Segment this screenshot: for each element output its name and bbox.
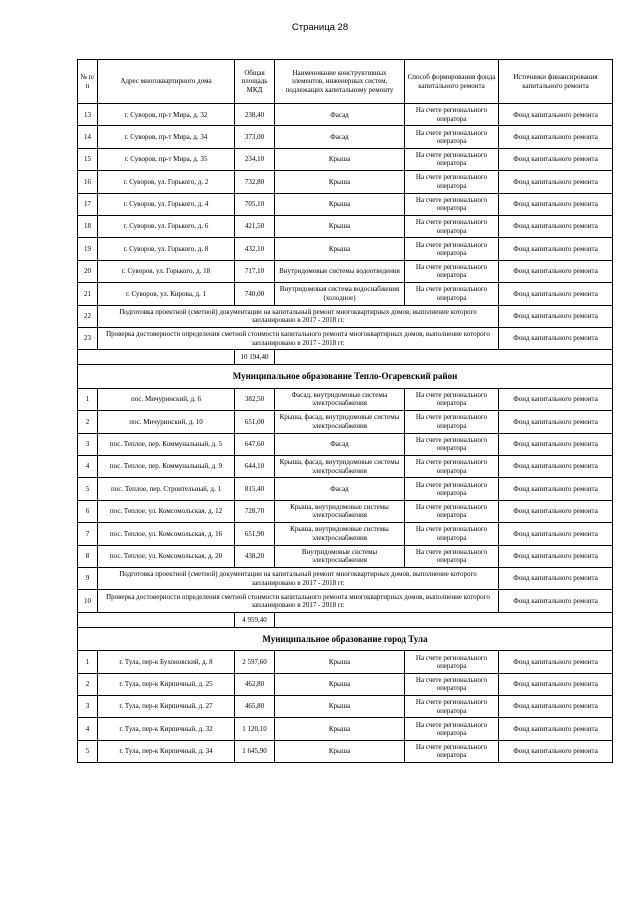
row-source: Фонд капитального ремонта [499, 590, 613, 612]
row-area: 651,90 [235, 523, 275, 545]
table-row [78, 500, 613, 522]
row-num: 9 [78, 567, 98, 589]
row-address: пос. Теплое, ул. Комсомольская, д. 16 [98, 523, 235, 545]
section-title: Муниципальное образование город Тула [78, 627, 613, 651]
table-row [78, 148, 613, 170]
row-address: г. Суворов, ул. Кирова, д. 1 [98, 283, 235, 305]
row-source: Фонд капитального ремонта [499, 171, 613, 193]
row-source: Фонд капитального ремонта [499, 433, 613, 455]
table-row-total [78, 350, 613, 365]
table-row [78, 104, 613, 126]
row-source: Фонд капитального ремонта [499, 148, 613, 170]
row-area: 432,10 [235, 238, 275, 260]
row-area: 705,10 [235, 193, 275, 215]
row-elements: Крыша [275, 148, 405, 170]
row-address: г. Суворов, ул. Горького, д. 18 [98, 260, 235, 282]
row-method: На счете регионального оператора [405, 523, 499, 545]
row-address: г. Тула, пер-к Кирпичный, д. 27 [98, 695, 235, 717]
row-num: 14 [78, 126, 98, 148]
header-num: № п/п [78, 60, 98, 104]
row-method: На счете регионального оператора [405, 260, 499, 282]
row-source: Фонд капитального ремонта [499, 673, 613, 695]
table-row [78, 215, 613, 237]
row-source: Фонд капитального ремонта [499, 500, 613, 522]
row-num: 3 [78, 433, 98, 455]
row-area: 438,20 [235, 545, 275, 567]
row-source: Фонд капитального ремонта [499, 260, 613, 282]
table-row [78, 523, 613, 545]
table-row-work [78, 567, 613, 589]
row-num: 2 [78, 411, 98, 433]
table-row [78, 126, 613, 148]
row-address: пос. Теплое, пер. Коммунальный, д. 9 [98, 455, 235, 477]
table-row [78, 238, 613, 260]
row-elements: Крыша, фасад, внутридомовые системы электроснабжения [275, 411, 405, 433]
row-num: 2 [78, 673, 98, 695]
table-row [78, 695, 613, 717]
header-elements: Наименование конструктивных элементов, инженерных систем, подлежащих капитальному ремонту [275, 60, 405, 104]
row-num: 21 [78, 283, 98, 305]
row-elements: Крыша [275, 193, 405, 215]
table-row [78, 171, 613, 193]
table-row [78, 545, 613, 567]
row-num: 20 [78, 260, 98, 282]
row-method: На счете регионального оператора [405, 651, 499, 673]
row-elements: Фасад [275, 126, 405, 148]
total-area: 10 194,40 [235, 350, 275, 365]
table-header [78, 60, 613, 104]
row-method: На счете регионального оператора [405, 238, 499, 260]
table-row-work [78, 327, 613, 349]
table-row [78, 651, 613, 673]
row-method: На счете регионального оператора [405, 104, 499, 126]
table-row [78, 673, 613, 695]
total-area: 4 959,40 [235, 612, 275, 627]
row-address: г. Тула, пер-к Бухоновский, д. 8 [98, 651, 235, 673]
row-method: На счете регионального оператора [405, 411, 499, 433]
row-address: г. Суворов, пр-т Мира, д. 32 [98, 104, 235, 126]
row-num: 7 [78, 523, 98, 545]
row-address: пос. Теплое, ул. Комсомольская, д. 20 [98, 545, 235, 567]
row-num: 6 [78, 500, 98, 522]
row-area: 462,80 [235, 673, 275, 695]
row-address: пос. Теплое, пер. Коммунальный, д. 5 [98, 433, 235, 455]
section-title: Муниципальное образование Тепло-Огаревский район [78, 365, 613, 389]
row-elements: Внутридомовые системы электроснабжения [275, 545, 405, 567]
row-source: Фонд капитального ремонта [499, 238, 613, 260]
row-source: Фонд капитального ремонта [499, 478, 613, 500]
row-elements: Крыша [275, 171, 405, 193]
row-address: пос. Мичуринский, д. 6 [98, 388, 235, 410]
row-area: 732,80 [235, 171, 275, 193]
section-heading-row [78, 365, 613, 389]
row-address: г. Суворов, ул. Горького, д. 8 [98, 238, 235, 260]
row-address: г. Тула, пер-к Кирпичный, д. 25 [98, 673, 235, 695]
row-area: 382,50 [235, 388, 275, 410]
row-address: г. Суворов, ул. Горького, д. 6 [98, 215, 235, 237]
row-method: На счете регионального оператора [405, 740, 499, 762]
row-method: На счете регионального оператора [405, 545, 499, 567]
row-area: 465,80 [235, 695, 275, 717]
row-area: 728,70 [235, 500, 275, 522]
table-row [78, 283, 613, 305]
row-source: Фонд капитального ремонта [499, 327, 613, 349]
total-blank [275, 350, 613, 365]
table-body [78, 104, 613, 763]
row-address: г. Тула, пер-к Кирпичный, д. 32 [98, 718, 235, 740]
row-source: Фонд капитального ремонта [499, 283, 613, 305]
row-source: Фонд капитального ремонта [499, 455, 613, 477]
row-method: На счете регионального оператора [405, 171, 499, 193]
row-address: пос. Теплое, пер. Строительный, д. 1 [98, 478, 235, 500]
row-elements: Фасад, внутридомовые системы электроснабжения [275, 388, 405, 410]
row-work-description: Проверка достоверности определения сметной стоимости капитального ремонта многоквартирных домов, выполнение которого запланировано в 2017 - 2018 гг. [98, 327, 499, 349]
row-area: 2 597,60 [235, 651, 275, 673]
header-source: Источники финансирования капитального ремонта [499, 60, 613, 104]
row-address: пос. Теплое, ул. Комсомольская, д. 12 [98, 500, 235, 522]
row-elements: Внутридомовая система водоснабжения (холодное) [275, 283, 405, 305]
row-num: 1 [78, 388, 98, 410]
row-num: 5 [78, 478, 98, 500]
row-address: г. Суворов, пр-т Мира, д. 35 [98, 148, 235, 170]
row-elements: Крыша [275, 740, 405, 762]
row-elements: Фасад [275, 104, 405, 126]
row-area: 717,10 [235, 260, 275, 282]
row-method: На счете регионального оператора [405, 718, 499, 740]
table-row [78, 411, 613, 433]
total-blank [275, 612, 613, 627]
row-address: пос. Мичуринский, д. 10 [98, 411, 235, 433]
row-source: Фонд капитального ремонта [499, 126, 613, 148]
row-num: 19 [78, 238, 98, 260]
row-method: На счете регионального оператора [405, 148, 499, 170]
row-num: 4 [78, 718, 98, 740]
row-num: 8 [78, 545, 98, 567]
section-heading-row [78, 627, 613, 651]
header-area: Общая площадь МКД [235, 60, 275, 104]
row-num: 16 [78, 171, 98, 193]
table-row [78, 455, 613, 477]
row-elements: Крыша, внутридомовые системы электроснабжения [275, 500, 405, 522]
row-elements: Крыша, внутридомовые системы электроснабжения [275, 523, 405, 545]
table-row [78, 740, 613, 762]
row-source: Фонд капитального ремонта [499, 545, 613, 567]
repair-program-table [77, 59, 613, 763]
row-num: 3 [78, 695, 98, 717]
table-row [78, 193, 613, 215]
row-elements: Крыша [275, 718, 405, 740]
table-row [78, 478, 613, 500]
row-elements: Крыша [275, 215, 405, 237]
row-elements: Фасад [275, 433, 405, 455]
row-source: Фонд капитального ремонта [499, 740, 613, 762]
row-source: Фонд капитального ремонта [499, 193, 613, 215]
row-elements: Крыша, фасад, внутридомовые системы электроснабжения [275, 455, 405, 477]
row-method: На счете регионального оператора [405, 193, 499, 215]
row-method: На счете регионального оператора [405, 433, 499, 455]
row-area: 647,60 [235, 433, 275, 455]
row-method: На счете регионального оператора [405, 283, 499, 305]
table-row [78, 388, 613, 410]
row-address: г. Тула, пер-к Кирпичный, д. 34 [98, 740, 235, 762]
header-address: Адрес многоквартирного дома [98, 60, 235, 104]
row-source: Фонд капитального ремонта [499, 305, 613, 327]
row-area: 238,40 [235, 104, 275, 126]
row-source: Фонд капитального ремонта [499, 215, 613, 237]
table-row [78, 433, 613, 455]
row-address: г. Суворов, ул. Горького, д. 2 [98, 171, 235, 193]
row-work-description: Подготовка проектной (сметной) документации на капитальный ремонт многоквартирных домов, выполнение которого запланировано в 2017 - 2018 гг. [98, 567, 499, 589]
row-num: 13 [78, 104, 98, 126]
row-source: Фонд капитального ремонта [499, 388, 613, 410]
row-elements: Внутридомовые системы водоотведения [275, 260, 405, 282]
row-area: 421,50 [235, 215, 275, 237]
row-area: 815,40 [235, 478, 275, 500]
row-source: Фонд капитального ремонта [499, 567, 613, 589]
row-num: 22 [78, 305, 98, 327]
row-source: Фонд капитального ремонта [499, 411, 613, 433]
row-method: На счете регионального оператора [405, 478, 499, 500]
row-num: 15 [78, 148, 98, 170]
total-blank [78, 350, 235, 365]
header-method: Способ формирования фонда капитального ремонта [405, 60, 499, 104]
page-header: Страница 28 [291, 22, 349, 33]
table-row [78, 260, 613, 282]
row-source: Фонд капитального ремонта [499, 695, 613, 717]
row-elements: Фасад [275, 478, 405, 500]
row-area: 651,00 [235, 411, 275, 433]
row-source: Фонд капитального ремонта [499, 651, 613, 673]
row-work-description: Проверка достоверности определения сметной стоимости капитального ремонта многоквартирных домов, выполнение которого запланировано в 2017 - 2018 гг. [98, 590, 499, 612]
row-area: 1 120,10 [235, 718, 275, 740]
table-row-work [78, 590, 613, 612]
row-area: 1 645,90 [235, 740, 275, 762]
row-num: 23 [78, 327, 98, 349]
row-elements: Крыша [275, 238, 405, 260]
row-method: На счете регионального оператора [405, 673, 499, 695]
row-method: На счете регионального оператора [405, 388, 499, 410]
row-area: 644,10 [235, 455, 275, 477]
table-row-work [78, 305, 613, 327]
row-area: 740,00 [235, 283, 275, 305]
row-num: 4 [78, 455, 98, 477]
row-work-description: Подготовка проектной (сметной) документации на капитальный ремонт многоквартирных домов, выполнение которого запланировано в 2017 - 2018 гг. [98, 305, 499, 327]
row-address: г. Суворов, ул. Горького, д. 4 [98, 193, 235, 215]
row-elements: Крыша [275, 651, 405, 673]
table-row [78, 718, 613, 740]
row-num: 17 [78, 193, 98, 215]
row-num: 10 [78, 590, 98, 612]
row-method: На счете регионального оператора [405, 215, 499, 237]
row-num: 5 [78, 740, 98, 762]
row-method: На счете регионального оператора [405, 500, 499, 522]
row-elements: Крыша [275, 673, 405, 695]
row-num: 1 [78, 651, 98, 673]
row-method: На счете регионального оператора [405, 126, 499, 148]
table-row-total [78, 612, 613, 627]
row-num: 18 [78, 215, 98, 237]
row-source: Фонд капитального ремонта [499, 104, 613, 126]
row-elements: Крыша [275, 695, 405, 717]
row-source: Фонд капитального ремонта [499, 523, 613, 545]
total-blank [78, 612, 235, 627]
row-method: На счете регионального оператора [405, 455, 499, 477]
row-source: Фонд капитального ремонта [499, 718, 613, 740]
row-address: г. Суворов, пр-т Мира, д. 34 [98, 126, 235, 148]
row-method: На счете регионального оператора [405, 695, 499, 717]
row-area: 373,00 [235, 126, 275, 148]
row-area: 234,10 [235, 148, 275, 170]
